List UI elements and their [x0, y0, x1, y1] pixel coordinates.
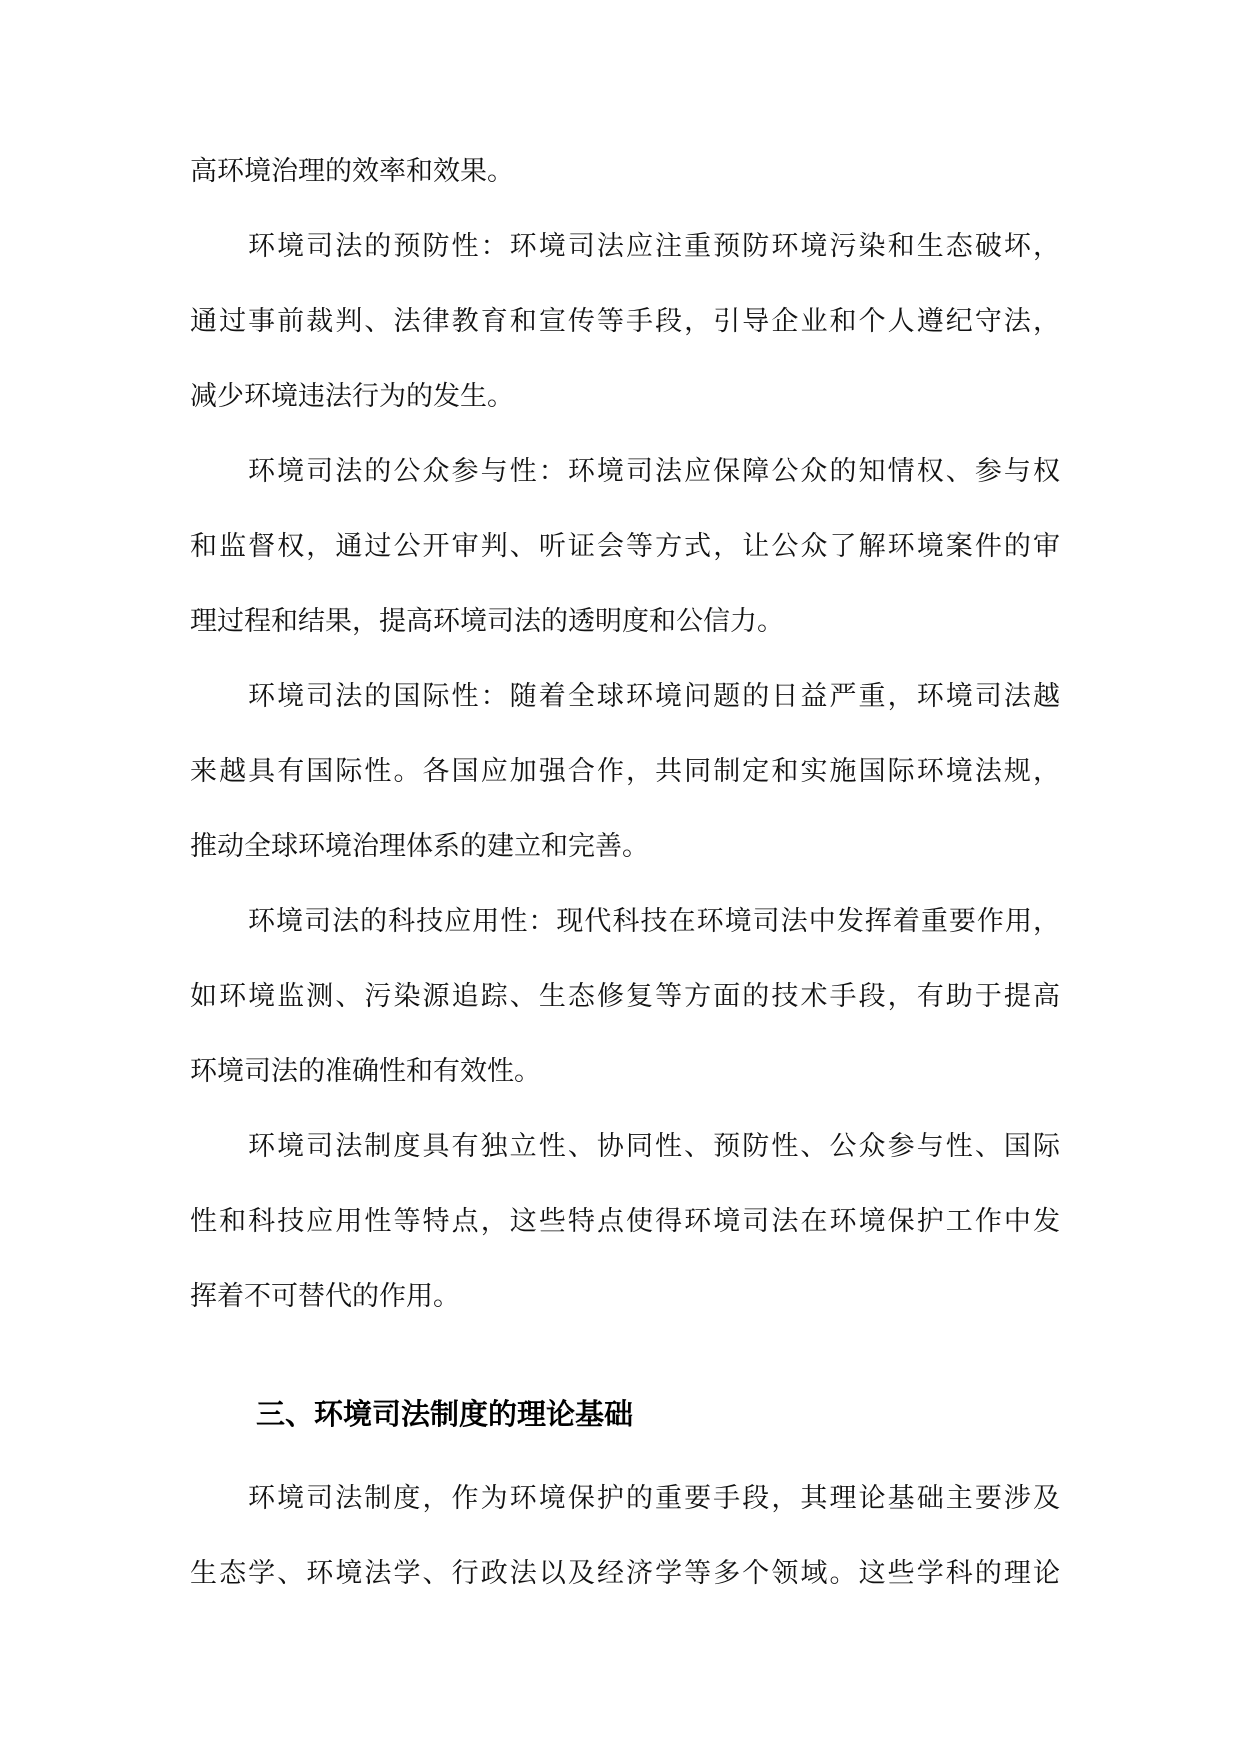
paragraph-line: 通过事前裁判、法律教育和宣传等手段，引导企业和个人遵纪守法， — [190, 306, 1060, 337]
section-heading: 三、环境司法制度的理论基础 — [256, 1397, 634, 1431]
paragraph-line: 高环境治理的效率和效果。 — [190, 156, 514, 187]
paragraph-line: 环境司法制度，作为环境保护的重要手段，其理论基础主要涉及 — [248, 1483, 1060, 1514]
paragraph-line: 环境司法的预防性：环境司法应注重预防环境污染和生态破坏， — [248, 231, 1060, 262]
paragraph-line: 挥着不可替代的作用。 — [190, 1281, 460, 1312]
paragraph-line: 环境司法的公众参与性：环境司法应保障公众的知情权、参与权 — [248, 456, 1060, 487]
paragraph-line: 环境司法的科技应用性：现代科技在环境司法中发挥着重要作用， — [248, 906, 1060, 937]
paragraph-line: 和监督权，通过公开审判、听证会等方式，让公众了解环境案件的审 — [190, 531, 1060, 562]
paragraph-line: 减少环境违法行为的发生。 — [190, 381, 514, 412]
paragraph-line: 推动全球环境治理体系的建立和完善。 — [190, 831, 649, 862]
paragraph-line: 环境司法制度具有独立性、协同性、预防性、公众参与性、国际 — [248, 1131, 1060, 1162]
paragraph-line: 环境司法的准确性和有效性。 — [190, 1056, 541, 1087]
paragraph-line: 来越具有国际性。各国应加强合作，共同制定和实施国际环境法规， — [190, 756, 1060, 787]
paragraph-line: 生态学、环境法学、行政法以及经济学等多个领域。这些学科的理论 — [190, 1558, 1060, 1589]
paragraph-line: 环境司法的国际性：随着全球环境问题的日益严重，环境司法越 — [248, 681, 1060, 712]
paragraph-line: 理过程和结果，提高环境司法的透明度和公信力。 — [190, 606, 784, 637]
paragraph-line: 如环境监测、污染源追踪、生态修复等方面的技术手段，有助于提高 — [190, 981, 1060, 1012]
paragraph-line: 性和科技应用性等特点，这些特点使得环境司法在环境保护工作中发 — [190, 1206, 1060, 1237]
